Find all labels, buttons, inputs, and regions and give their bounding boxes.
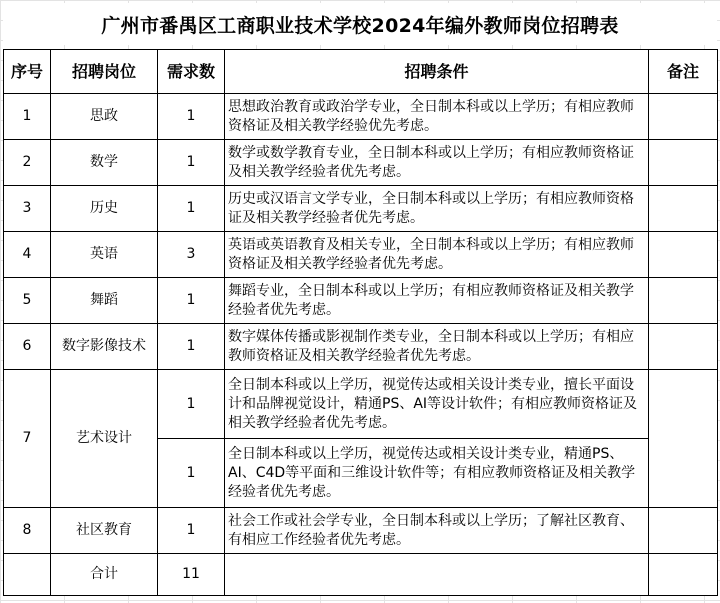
cell-conditions[interactable]: 数学或数学教育专业，全日制本科或以上学历；有相应教师资格证及相关教学经验者优先考虑。 [225, 140, 649, 186]
cell-conditions[interactable]: 思想政治教育或政治学专业，全日制本科或以上学历；有相应教师资格证及相关教学经验优先考虑。 [225, 94, 649, 140]
header-conditions[interactable]: 招聘条件 [225, 50, 649, 94]
cell-count[interactable]: 1 [158, 278, 225, 324]
cell-remarks[interactable] [649, 370, 718, 508]
cell-count[interactable]: 1 [158, 94, 225, 140]
table-row [4, 186, 718, 232]
cell-remarks[interactable] [649, 554, 718, 596]
cell-count[interactable]: 1 [158, 186, 225, 232]
cell-conditions[interactable]: 数字媒体传播或影视制作类专业，全日制本科或以上学历；有相应教师资格证及相关教学经验者优先考虑。 [225, 324, 649, 370]
recruitment-table [3, 49, 718, 596]
table-row [4, 370, 718, 439]
cell-conditions[interactable] [225, 554, 649, 596]
cell-remarks[interactable] [649, 186, 718, 232]
cell-no[interactable]: 2 [4, 140, 51, 186]
cell-count[interactable]: 1 [158, 508, 225, 554]
cell-count[interactable]: 1 [158, 370, 225, 439]
cell-remarks[interactable] [649, 324, 718, 370]
total-row [4, 554, 718, 596]
table-row [4, 140, 718, 186]
cell-remarks[interactable] [649, 278, 718, 324]
cell-no[interactable] [4, 554, 51, 596]
cell-no[interactable]: 7 [4, 370, 51, 508]
sheet-title: 广州市番禺区工商职业技术学校2024年编外教师岗位招聘表 [3, 3, 717, 45]
cell-position[interactable]: 数学 [51, 140, 158, 186]
header-position[interactable]: 招聘岗位 [51, 50, 158, 94]
table-row [4, 508, 718, 554]
cell-position[interactable]: 艺术设计 [51, 370, 158, 508]
cell-count[interactable]: 1 [158, 439, 225, 508]
cell-position[interactable]: 社区教育 [51, 508, 158, 554]
table-row [4, 94, 718, 140]
total-count[interactable]: 11 [158, 554, 225, 596]
table-row [4, 278, 718, 324]
cell-remarks[interactable] [649, 232, 718, 278]
cell-conditions[interactable]: 历史或汉语言文学专业，全日制本科或以上学历；有相应教师资格证及相关教学经验者优先考虑。 [225, 186, 649, 232]
cell-conditions[interactable]: 全日制本科或以上学历，视觉传达或相关设计类专业，精通PS、AI、C4D等平面和三维设计软件等；有相应教师资格证及相关教学经验者优先考虑。 [225, 439, 649, 508]
header-remarks[interactable]: 备注 [649, 50, 718, 94]
total-label[interactable]: 合计 [51, 554, 158, 596]
table-row [4, 324, 718, 370]
cell-position[interactable]: 思政 [51, 94, 158, 140]
cell-remarks[interactable] [649, 508, 718, 554]
cell-no[interactable]: 1 [4, 94, 51, 140]
cell-position[interactable]: 数字影像技术 [51, 324, 158, 370]
cell-count[interactable]: 1 [158, 324, 225, 370]
cell-remarks[interactable] [649, 94, 718, 140]
cell-conditions[interactable]: 英语或英语教育及相关专业，全日制本科或以上学历；有相应教师资格证及相关教学经验者优先考虑。 [225, 232, 649, 278]
cell-no[interactable]: 3 [4, 186, 51, 232]
cell-position[interactable]: 舞蹈 [51, 278, 158, 324]
cell-no[interactable]: 6 [4, 324, 51, 370]
table-row [4, 232, 718, 278]
cell-count[interactable]: 3 [158, 232, 225, 278]
header-no[interactable]: 序号 [4, 50, 51, 94]
cell-conditions[interactable]: 舞蹈专业，全日制本科或以上学历；有相应教师资格证及相关教学经验者优先考虑。 [225, 278, 649, 324]
cell-count[interactable]: 1 [158, 140, 225, 186]
cell-conditions[interactable]: 社会工作或社会学专业，全日制本科或以上学历；了解社区教育、有相应工作经验者优先考虑。 [225, 508, 649, 554]
cell-no[interactable]: 8 [4, 508, 51, 554]
cell-remarks[interactable] [649, 140, 718, 186]
cell-position[interactable]: 英语 [51, 232, 158, 278]
header-row [4, 50, 718, 94]
header-count[interactable]: 需求数 [158, 50, 225, 94]
cell-conditions[interactable]: 全日制本科或以上学历，视觉传达或相关设计类专业，擅长平面设计和品牌视觉设计，精通PS、AI等设计软件；有相应教师资格证及相关教学经验者优先考虑。 [225, 370, 649, 439]
cell-position[interactable]: 历史 [51, 186, 158, 232]
cell-no[interactable]: 4 [4, 232, 51, 278]
cell-no[interactable]: 5 [4, 278, 51, 324]
